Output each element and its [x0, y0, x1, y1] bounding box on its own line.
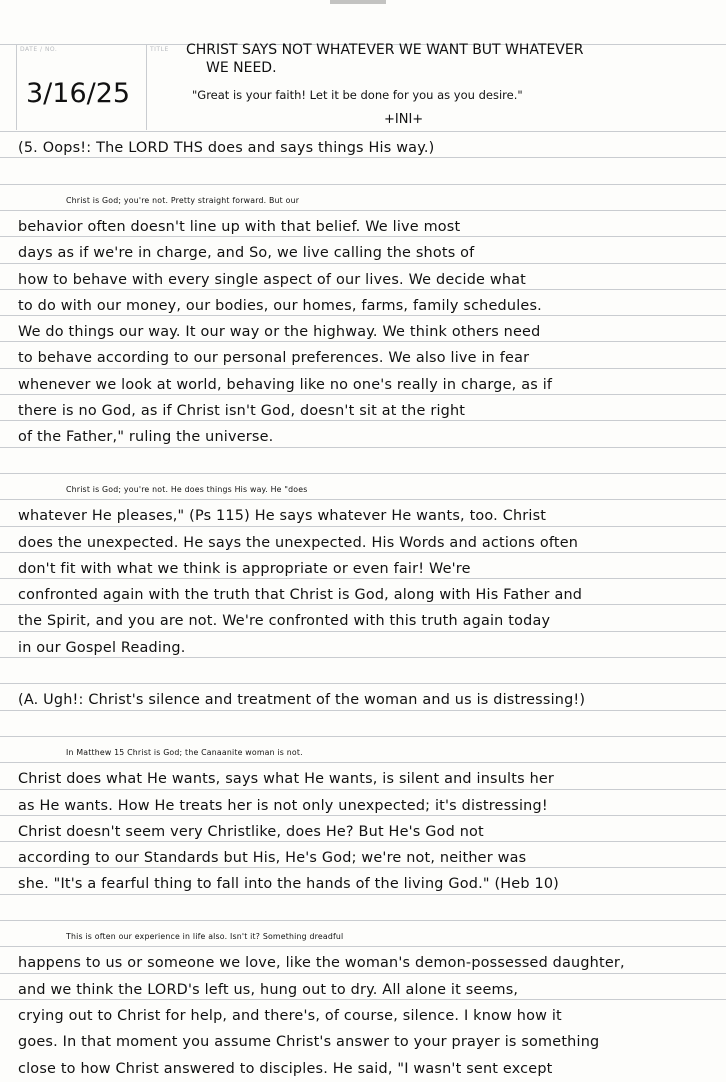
body-line: confronted again with the truth that Christ is God, along with His Father and [18, 587, 583, 604]
body-line: We do things our way. It our way or the highway. We think others need [18, 324, 541, 341]
body-line: happens to us or someone we love, like the woman's demon-possessed daughter, [18, 955, 625, 972]
body-line: as He wants. How He treats her is not only unexpected; it's distressing! [18, 797, 548, 814]
body-line: in our Gospel Reading. [18, 639, 186, 656]
body-line: (A. Ugh!: Christ's silence and treatment of the woman and us is distressing!) [18, 692, 586, 709]
title-line-1: CHRIST SAYS NOT WHATEVER WE WANT BUT WHATEVER [186, 42, 584, 58]
body-line: she. "It's a fearful thing to fall into the hands of the living God." (Heb 10) [18, 876, 559, 893]
entry-date: 3/16/25 [26, 78, 131, 109]
body-line: days as if we're in charge, and So, we live calling the shots of [18, 245, 475, 262]
date-label: DATE / NO. [20, 46, 58, 53]
body-line: don't fit with what we think is appropriate or even fair! We're [18, 560, 471, 577]
ruled-line [0, 184, 726, 185]
title-line-3: "Great is your faith! Let it be done for you as you desire." [192, 88, 523, 102]
ruled-line [0, 920, 726, 921]
body-line: Christ is God; you're not. He does things His way. He "does [66, 484, 308, 494]
body-line: to do with our money, our bodies, our homes, farms, family schedules. [18, 297, 542, 314]
body-line: close to how Christ answered to disciples. He said, "I wasn't sent except [18, 1060, 553, 1077]
body-line: (5. Oops!: The LORD THS does and says things His way.) [18, 140, 435, 156]
body-line: and we think the LORD's left us, hung out to dry. All alone it seems, [18, 981, 519, 998]
body-line: how to behave with every single aspect of our lives. We decide what [18, 271, 527, 288]
body-line: the Spirit, and you are not. We're confronted with this truth again today [18, 613, 551, 630]
header-divider-rule [146, 44, 147, 130]
body-line: Christ does what He wants, says what He wants, is silent and insults her [18, 771, 555, 788]
body-line: Christ is God; you're not. Pretty straight forward. But our [66, 195, 300, 205]
body-line: whatever He pleases," (Ps 115) He says whatever He wants, too. Christ [18, 508, 547, 525]
title-label: TITLE [150, 46, 169, 53]
body-line: there is no God, as if Christ isn't God, doesn't sit at the right [18, 403, 466, 419]
ruled-line [0, 683, 726, 684]
body-line: according to our Standards but His, He's God; we're not, neither was [18, 850, 527, 867]
ruled-line [0, 736, 726, 737]
body-line: does the unexpected. He says the unexpected. His Words and actions often [18, 534, 579, 551]
header-left-rule [16, 44, 17, 130]
body-line: of the Father," ruling the universe. [18, 429, 274, 446]
ruled-line [0, 473, 726, 474]
body-line: In Matthew 15 Christ is God; the Canaanite woman is not. [66, 747, 303, 757]
body-line: behavior often doesn't line up with that belief. We live most [18, 218, 461, 235]
title-line-2: WE NEED. [206, 60, 277, 76]
body-line: to behave according to our personal preferences. We also live in fear [18, 350, 530, 367]
body-line: Christ doesn't seem very Christlike, does He? But He's God not [18, 823, 484, 840]
body-line: crying out to Christ for help, and there's, of course, silence. I know how it [18, 1007, 562, 1024]
title-line-4: +INI+ [384, 112, 424, 127]
ruled-line [0, 131, 726, 132]
body-line: whenever we look at world, behaving like no one's really in charge, as if [18, 376, 553, 393]
body-line: This is often our experience in life also. Isn't it? Something dreadful [66, 932, 344, 941]
body-line: goes. In that moment you assume Christ's answer to your prayer is something [18, 1034, 600, 1051]
